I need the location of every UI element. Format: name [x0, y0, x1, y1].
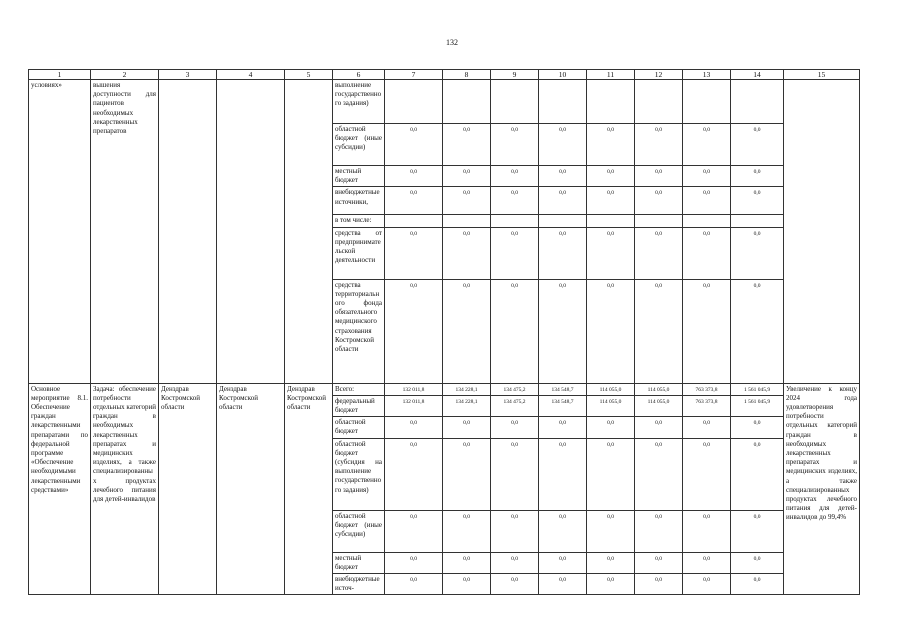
value-cell: [385, 80, 443, 124]
value-cell: [385, 215, 443, 227]
funding-source-label: областной бюджет (субсидия на выполнение государственного задания): [333, 438, 385, 510]
value-cell: 132 011,8: [385, 395, 443, 416]
value-cell: 0,0: [587, 552, 635, 573]
funding-source-label: местный бюджет: [333, 552, 385, 573]
value-cell: [635, 80, 683, 124]
value-cell: 0,0: [539, 279, 587, 383]
value-cell: 0,0: [539, 510, 587, 552]
budget-table: [28, 69, 860, 595]
value-cell: 0,0: [635, 417, 683, 438]
executor-cell: Денздрав Костромской области: [159, 383, 217, 595]
value-cell: 763 373,8: [683, 383, 731, 395]
value-cell: 0,0: [491, 438, 539, 510]
value-cell: 763 373,8: [683, 395, 731, 416]
task-cell: вышения доступности для пациентов необходимых лекарственных препаратов: [91, 80, 159, 384]
value-cell: 0,0: [443, 279, 491, 383]
value-cell: 114 055,0: [587, 395, 635, 416]
value-cell: 0,0: [683, 510, 731, 552]
value-cell: 0,0: [443, 124, 491, 166]
value-cell: 0,0: [683, 227, 731, 279]
value-cell: 0,0: [491, 124, 539, 166]
value-cell: 0,0: [731, 438, 784, 510]
column-header: 3: [159, 70, 217, 80]
value-cell: 0,0: [539, 227, 587, 279]
value-cell: 0,0: [443, 438, 491, 510]
value-cell: 0,0: [587, 510, 635, 552]
column-header: 5: [285, 70, 333, 80]
funding-source-label: внебюджетные источ-: [333, 574, 385, 595]
column-header: 10: [539, 70, 587, 80]
value-cell: 0,0: [539, 417, 587, 438]
value-cell: 114 055,0: [635, 383, 683, 395]
value-cell: 132 011,8: [385, 383, 443, 395]
value-cell: 134 548,7: [539, 395, 587, 416]
value-cell: 0,0: [491, 510, 539, 552]
value-cell: [443, 80, 491, 124]
measure-name-cell: Основное мероприятие 8.1. Обеспечение граждан лекарственными препаратами по федеральной программе «Обеспечение необходимыми лекарственными средствами»: [29, 383, 91, 595]
value-cell: 1 561 045,9: [731, 395, 784, 416]
value-cell: 0,0: [491, 417, 539, 438]
value-cell: 0,0: [587, 124, 635, 166]
value-cell: [731, 80, 784, 124]
column-header: 8: [443, 70, 491, 80]
table-row: [29, 80, 860, 124]
value-cell: 0,0: [683, 187, 731, 215]
value-cell: 0,0: [385, 417, 443, 438]
funding-source-label: федеральный бюджет: [333, 395, 385, 416]
value-cell: 0,0: [731, 417, 784, 438]
value-cell: 134 228,1: [443, 383, 491, 395]
column-header: 7: [385, 70, 443, 80]
value-cell: 0,0: [443, 166, 491, 187]
value-cell: 0,0: [539, 124, 587, 166]
value-cell: 0,0: [683, 166, 731, 187]
value-cell: 134 475,2: [491, 395, 539, 416]
value-cell: 0,0: [385, 279, 443, 383]
value-cell: [587, 80, 635, 124]
value-cell: [635, 215, 683, 227]
page-number: 132: [446, 38, 458, 47]
value-cell: [491, 80, 539, 124]
value-cell: 114 055,0: [587, 383, 635, 395]
funding-source-label: средства территориального фонда обязательного медицинского страхования Костромской области: [333, 279, 385, 383]
value-cell: 0,0: [385, 574, 443, 595]
value-cell: 0,0: [683, 279, 731, 383]
value-cell: [539, 215, 587, 227]
value-cell: 0,0: [635, 124, 683, 166]
value-cell: [539, 80, 587, 124]
value-cell: 0,0: [587, 438, 635, 510]
value-cell: 0,0: [385, 166, 443, 187]
value-cell: 134 228,1: [443, 395, 491, 416]
value-cell: 134 548,7: [539, 383, 587, 395]
measure-name-cell: условиях»: [29, 80, 91, 384]
value-cell: 0,0: [443, 227, 491, 279]
table-row: [29, 383, 860, 395]
value-cell: 0,0: [587, 166, 635, 187]
funding-source-label: средства от предпринимательской деятельности: [333, 227, 385, 279]
task-cell: Задача: обеспечение потребности отдельных категорий граждан в необходимых лекарственных препаратах и медицинских изделиях, а также специализированных продуктах лечебного питания для детей-инвалидов: [91, 383, 159, 595]
value-cell: 0,0: [385, 438, 443, 510]
expected-result-cell: [784, 80, 860, 384]
value-cell: 0,0: [731, 279, 784, 383]
value-cell: 0,0: [539, 552, 587, 573]
value-cell: 0,0: [539, 574, 587, 595]
value-cell: 1 561 045,9: [731, 383, 784, 395]
value-cell: 0,0: [635, 227, 683, 279]
value-cell: 0,0: [587, 417, 635, 438]
value-cell: 114 055,0: [635, 395, 683, 416]
executor-cell: [159, 80, 217, 384]
value-cell: 0,0: [731, 574, 784, 595]
value-cell: [731, 215, 784, 227]
value-cell: 0,0: [539, 166, 587, 187]
funding-source-label: в том числе:: [333, 215, 385, 227]
value-cell: 0,0: [443, 417, 491, 438]
value-cell: [683, 215, 731, 227]
value-cell: 0,0: [587, 279, 635, 383]
value-cell: 0,0: [683, 574, 731, 595]
funding-source-label: выполнение государственного задания): [333, 80, 385, 124]
funding-source-label: внебюджетные источники,: [333, 187, 385, 215]
value-cell: 0,0: [385, 510, 443, 552]
value-cell: 0,0: [635, 187, 683, 215]
value-cell: 0,0: [635, 510, 683, 552]
value-cell: 0,0: [539, 187, 587, 215]
value-cell: 0,0: [587, 187, 635, 215]
value-cell: 0,0: [731, 166, 784, 187]
header-row: [29, 70, 860, 80]
value-cell: 0,0: [635, 166, 683, 187]
funding-source-label: областной бюджет: [333, 417, 385, 438]
coexecutor-cell: Денздрав Костромской области: [217, 383, 285, 595]
value-cell: 0,0: [635, 279, 683, 383]
value-cell: 0,0: [683, 417, 731, 438]
column-header: 2: [91, 70, 159, 80]
coexecutor-cell: [217, 80, 285, 384]
value-cell: 0,0: [385, 552, 443, 573]
value-cell: 0,0: [491, 166, 539, 187]
value-cell: 134 475,2: [491, 383, 539, 395]
participant-cell: [285, 80, 333, 384]
value-cell: 0,0: [731, 187, 784, 215]
value-cell: 0,0: [731, 510, 784, 552]
column-header: 13: [683, 70, 731, 80]
column-header: 9: [491, 70, 539, 80]
column-header: 15: [784, 70, 860, 80]
value-cell: 0,0: [443, 574, 491, 595]
value-cell: 0,0: [683, 552, 731, 573]
value-cell: 0,0: [491, 279, 539, 383]
value-cell: 0,0: [587, 227, 635, 279]
column-header: 11: [587, 70, 635, 80]
value-cell: 0,0: [683, 124, 731, 166]
value-cell: 0,0: [443, 187, 491, 215]
column-header: 14: [731, 70, 784, 80]
column-header: 6: [333, 70, 385, 80]
value-cell: 0,0: [731, 227, 784, 279]
funding-source-label: местный бюджет: [333, 166, 385, 187]
funding-source-label: областной бюджет (иные субсидии): [333, 510, 385, 552]
column-header: 4: [217, 70, 285, 80]
value-cell: [491, 215, 539, 227]
value-cell: 0,0: [385, 124, 443, 166]
value-cell: 0,0: [683, 438, 731, 510]
value-cell: 0,0: [443, 510, 491, 552]
participant-cell: Денздрав Костромской области: [285, 383, 333, 595]
value-cell: [587, 215, 635, 227]
column-header: 1: [29, 70, 91, 80]
value-cell: 0,0: [443, 552, 491, 573]
value-cell: 0,0: [491, 227, 539, 279]
value-cell: [443, 215, 491, 227]
value-cell: 0,0: [385, 187, 443, 215]
value-cell: 0,0: [731, 124, 784, 166]
value-cell: 0,0: [491, 187, 539, 215]
value-cell: 0,0: [635, 574, 683, 595]
value-cell: 0,0: [587, 574, 635, 595]
value-cell: 0,0: [635, 552, 683, 573]
value-cell: 0,0: [385, 227, 443, 279]
value-cell: 0,0: [491, 574, 539, 595]
value-cell: [683, 80, 731, 124]
value-cell: 0,0: [731, 552, 784, 573]
funding-source-label: Всего:: [333, 383, 385, 395]
column-header: 12: [635, 70, 683, 80]
funding-source-label: областной бюджет (иные субсидии): [333, 124, 385, 166]
value-cell: 0,0: [491, 552, 539, 573]
value-cell: 0,0: [635, 438, 683, 510]
expected-result-cell: Увеличение к концу 2024 года удовлетворения потребности отдельных категорий граждан в необходимых лекарственных препаратах и медицинских изделиях, а также специализированных продуктах лечебного питания для детей-инвалидов до 99,4%: [784, 383, 860, 595]
value-cell: 0,0: [539, 438, 587, 510]
